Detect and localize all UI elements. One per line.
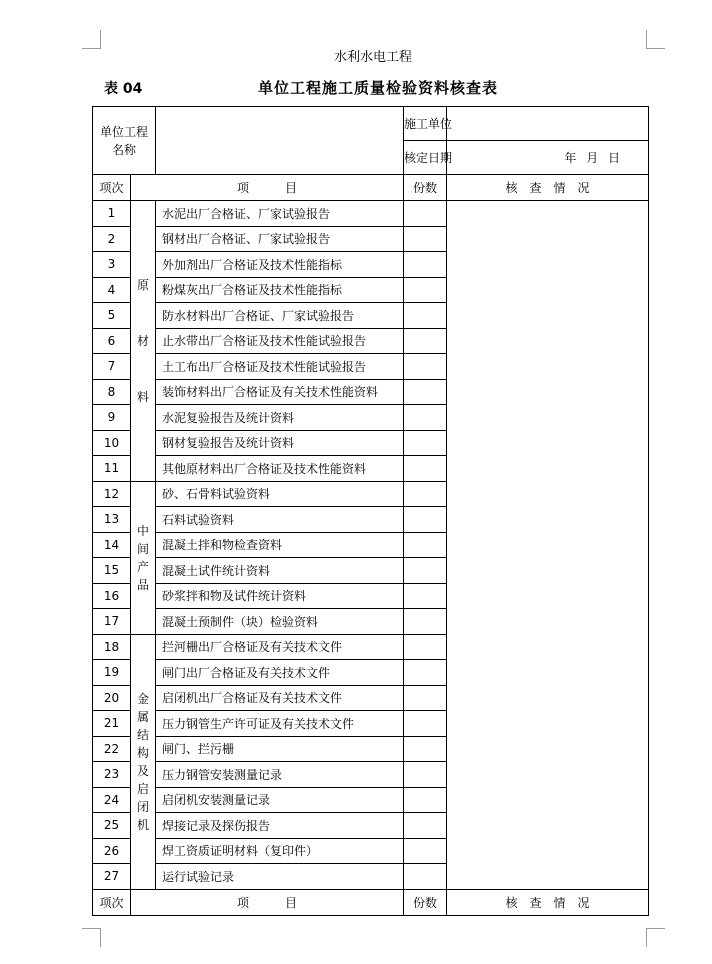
copies-cell[interactable]	[404, 558, 447, 584]
item-name: 启闭机安装测量记录	[156, 787, 404, 813]
category-char: 间	[137, 541, 150, 556]
document-title: 单位工程施工质量检验资料核查表	[257, 79, 498, 97]
item-name: 压力钢管安装测量记录	[156, 762, 404, 788]
copies-cell[interactable]	[404, 507, 447, 533]
crop-mark-top-right	[646, 30, 665, 49]
row-number: 17	[93, 609, 131, 635]
row-number: 8	[93, 379, 131, 405]
col-header-copies: 份数	[404, 175, 447, 201]
copies-cell[interactable]	[404, 328, 447, 354]
item-name: 止水带出厂合格证及技术性能试验报告	[156, 328, 404, 354]
item-name: 闸门出厂合格证及有关技术文件	[156, 660, 404, 686]
project-name-field[interactable]	[156, 107, 404, 175]
copies-cell[interactable]	[404, 430, 447, 456]
category-char: 启	[137, 781, 150, 796]
category-char: 品	[137, 577, 150, 592]
row-number: 6	[93, 328, 131, 354]
row-number: 3	[93, 252, 131, 278]
item-name: 混凝土试件统计资料	[156, 558, 404, 584]
col-header-no: 项次	[93, 175, 131, 201]
row-number: 5	[93, 303, 131, 329]
row-number: 24	[93, 787, 131, 813]
category-char: 属	[137, 709, 150, 724]
item-name: 压力钢管生产许可证及有关技术文件	[156, 711, 404, 737]
copies-cell[interactable]	[404, 303, 447, 329]
copies-cell[interactable]	[404, 405, 447, 431]
col-footer-no: 项次	[93, 889, 131, 915]
copies-cell[interactable]	[404, 864, 447, 890]
col-footer-check: 核 查 情 况	[447, 889, 649, 915]
row-number: 7	[93, 354, 131, 380]
copies-cell[interactable]	[404, 787, 447, 813]
row-number: 19	[93, 660, 131, 686]
category-intermediate-products	[131, 481, 156, 634]
item-name: 装饰材料出厂合格证及有关技术性能资料	[156, 379, 404, 405]
row-number: 9	[93, 405, 131, 431]
copies-cell[interactable]	[404, 660, 447, 686]
item-name: 土工布出厂合格证及技术性能试验报告	[156, 354, 404, 380]
category-char: 原	[137, 277, 150, 292]
row-number: 11	[93, 456, 131, 482]
column-header-row-top	[93, 175, 649, 201]
copies-cell[interactable]	[404, 201, 447, 227]
category-metal-structures	[131, 634, 156, 889]
item-name: 防水材料出厂合格证、厂家试验报告	[156, 303, 404, 329]
category-char: 中	[137, 523, 150, 538]
row-number: 4	[93, 277, 131, 303]
col-header-check: 核 查 情 况	[447, 175, 649, 201]
item-name: 焊工资质证明材料（复印件）	[156, 838, 404, 864]
row-number: 2	[93, 226, 131, 252]
row-number: 23	[93, 762, 131, 788]
approval-date-label: 核定日期	[404, 141, 447, 175]
row-number: 10	[93, 430, 131, 456]
table-number: 表 04	[104, 81, 143, 97]
item-name: 混凝土预制件（块）检验资料	[156, 609, 404, 635]
item-name: 石料试验资料	[156, 507, 404, 533]
category-char: 及	[137, 763, 150, 778]
category-char: 金	[137, 691, 150, 706]
item-name: 其他原材料出厂合格证及技术性能资料	[156, 456, 404, 482]
copies-cell[interactable]	[404, 277, 447, 303]
item-name: 启闭机出厂合格证及有关技术文件	[156, 685, 404, 711]
copies-cell[interactable]	[404, 838, 447, 864]
row-number: 22	[93, 736, 131, 762]
crop-mark-top-left	[82, 30, 101, 49]
copies-cell[interactable]	[404, 226, 447, 252]
category-char: 产	[137, 559, 150, 574]
col-footer-item: 项 目	[131, 889, 404, 915]
crop-mark-bottom-right	[646, 928, 665, 947]
row-number: 16	[93, 583, 131, 609]
category-char: 结	[137, 727, 150, 742]
row-number: 27	[93, 864, 131, 890]
copies-cell[interactable]	[404, 634, 447, 660]
crop-mark-bottom-left	[82, 928, 101, 947]
item-name: 外加剂出厂合格证及技术性能指标	[156, 252, 404, 278]
copies-cell[interactable]	[404, 481, 447, 507]
row-number: 26	[93, 838, 131, 864]
copies-cell[interactable]	[404, 456, 447, 482]
construction-unit-field[interactable]	[447, 107, 649, 141]
copies-cell[interactable]	[404, 813, 447, 839]
col-footer-copies: 份数	[404, 889, 447, 915]
item-name: 混凝土拌和物检查资料	[156, 532, 404, 558]
info-row-unit	[93, 107, 649, 141]
item-name: 钢材复验报告及统计资料	[156, 430, 404, 456]
copies-cell[interactable]	[404, 762, 447, 788]
copies-cell[interactable]	[404, 583, 447, 609]
page-header: 水利水电工程	[333, 50, 412, 65]
copies-cell[interactable]	[404, 609, 447, 635]
copies-cell[interactable]	[404, 711, 447, 737]
row-number: 14	[93, 532, 131, 558]
row-number: 21	[93, 711, 131, 737]
check-status-cell[interactable]	[447, 201, 649, 890]
row-number: 18	[93, 634, 131, 660]
category-char: 闭	[137, 799, 150, 814]
item-name: 粉煤灰出厂合格证及技术性能指标	[156, 277, 404, 303]
item-name: 拦河栅出厂合格证及有关技术文件	[156, 634, 404, 660]
copies-cell[interactable]	[404, 252, 447, 278]
copies-cell[interactable]	[404, 532, 447, 558]
item-name: 砂浆拌和物及试件统计资料	[156, 583, 404, 609]
row-number: 1	[93, 201, 131, 227]
construction-unit-label: 施工单位	[404, 107, 447, 141]
item-name: 水泥复验报告及统计资料	[156, 405, 404, 431]
category-char: 构	[137, 745, 150, 760]
item-name: 水泥出厂合格证、厂家试验报告	[156, 201, 404, 227]
item-name: 砂、石骨料试验资料	[156, 481, 404, 507]
row-number: 13	[93, 507, 131, 533]
item-name: 钢材出厂合格证、厂家试验报告	[156, 226, 404, 252]
project-name-label: 单位工程 名称	[93, 107, 156, 175]
category-raw-materials	[131, 201, 156, 482]
column-header-row-bottom	[93, 889, 649, 915]
row-number: 15	[93, 558, 131, 584]
col-header-item: 项 目	[131, 175, 404, 201]
copies-cell[interactable]	[404, 379, 447, 405]
item-name: 运行试验记录	[156, 864, 404, 890]
copies-cell[interactable]	[404, 685, 447, 711]
inspection-table	[92, 106, 649, 916]
copies-cell[interactable]	[404, 736, 447, 762]
approval-date-field[interactable]: 年 月 日	[447, 141, 649, 175]
row-number: 25	[93, 813, 131, 839]
category-char: 机	[137, 817, 150, 832]
item-name: 焊接记录及探伤报告	[156, 813, 404, 839]
table-row	[93, 201, 649, 227]
row-number: 12	[93, 481, 131, 507]
item-name: 闸门、拦污栅	[156, 736, 404, 762]
category-char: 材	[137, 333, 150, 348]
row-number: 20	[93, 685, 131, 711]
category-char: 料	[137, 389, 150, 404]
copies-cell[interactable]	[404, 354, 447, 380]
